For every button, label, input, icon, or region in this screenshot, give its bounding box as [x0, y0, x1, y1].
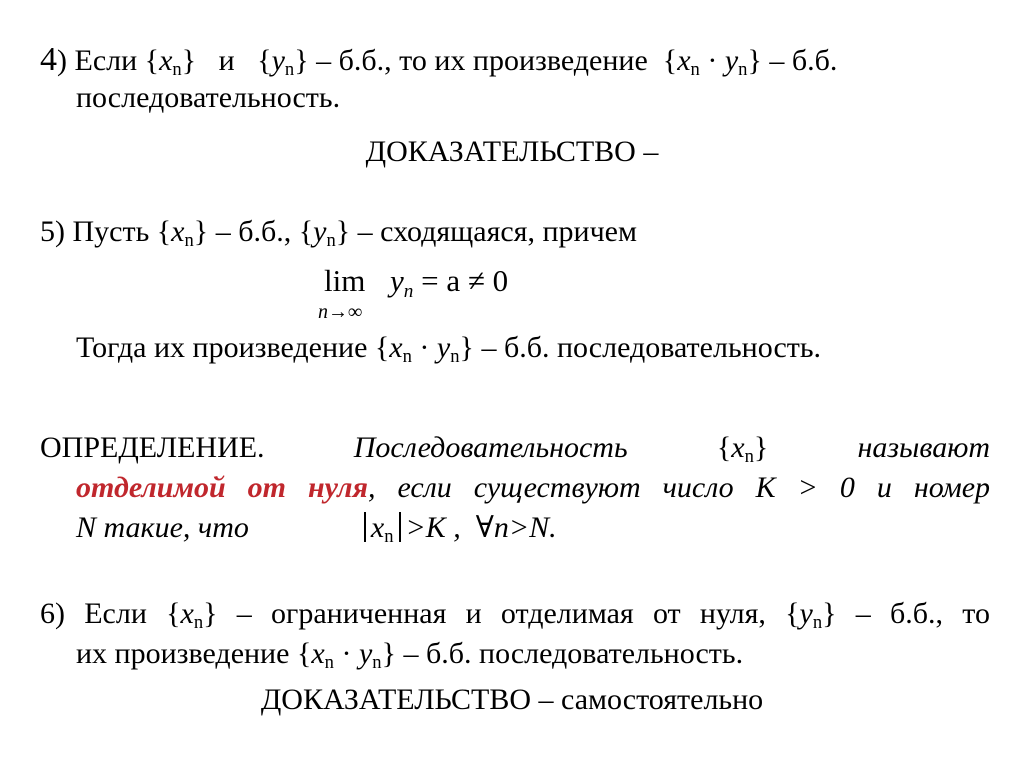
- proof-heading-1: ДОКАЗАТЕЛЬСТВО –: [365, 135, 659, 168]
- definition-line-3: N такие, что $x_n >K$ , ∀n>N.: [76, 511, 557, 548]
- item-4-line-1: 4) Если $\{x_n\}$ и $\{y_n\} - б.б$., то их произведение $\{x_n \cdot y_n\} - б.б$.: [40, 41, 838, 81]
- definition-line-1: ОПРЕДЕЛЕНИЕ. Последовательность $\{x_n\}$ называют: [40, 431, 991, 468]
- seq-x: $\{x_n\}$: [156, 215, 209, 252]
- definition-term: отделимой от нуля: [76, 471, 368, 504]
- item-4-number: 4: [40, 41, 57, 78]
- item-6-line-2: их произведение $\{x_n \cdot y_n\} - б.б$. последовательность.: [76, 637, 744, 674]
- definition-line-2: отделимой от нуля, если существуют число K > 0 и номер: [76, 471, 991, 504]
- item-5-line-1: 5) Пусть $\{x_n\} - б.б$., $\{y_n\}$ – сходящаяся, причем: [40, 215, 637, 252]
- definition-label: ОПРЕДЕЛЕНИЕ.: [40, 431, 265, 464]
- seq-y: $\{y_n\}$: [257, 44, 309, 81]
- proof-heading-2: ДОКАЗАТЕЛЬСТВО – самостоятельно: [260, 683, 764, 716]
- lim-subscript: n→∞: [318, 301, 363, 323]
- seq-x: $\{x_n\}$: [166, 597, 218, 634]
- abs-bar-right: [399, 512, 401, 542]
- seq-product: $\{x_n \cdot y_n\}$: [296, 637, 396, 674]
- lim-expression: yn = a ≠ 0: [390, 263, 509, 303]
- lim-word: lim: [324, 263, 366, 298]
- seq-product: $\{x_n \cdot y_n\}$: [374, 331, 474, 368]
- seq-y: $\{y_n\}$: [298, 215, 351, 252]
- item-6-line-1: 6) Если $\{x_n\}$ – ограниченная и отделимая от нуля, $\{y_n\} - б.б$., то: [40, 597, 990, 634]
- limit-formula: [318, 262, 618, 322]
- item-5-line-3: Тогда их произведение $\{x_n \cdot y_n\} - б.б$. последовательность.: [76, 331, 822, 368]
- seq-y: $\{y_n\}$: [785, 597, 837, 634]
- seq-product: $\{x_n \cdot y_n\}$: [662, 44, 762, 81]
- seq-x: $\{x_n\}$: [716, 431, 769, 468]
- abs-bar-left: [364, 512, 366, 542]
- seq-x: $\{x_n\}$: [144, 44, 197, 81]
- item-4-line-2: последовательность.: [76, 81, 341, 114]
